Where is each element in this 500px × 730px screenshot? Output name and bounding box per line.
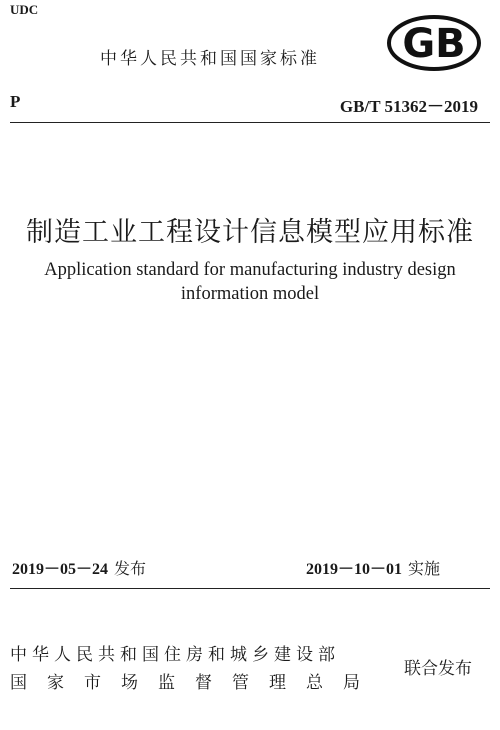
issue-date-block — [12, 556, 146, 579]
category-code: P — [10, 92, 21, 111]
header-divider — [10, 122, 490, 123]
implement-label: 实施 — [408, 559, 441, 578]
issue-label: 发布 — [114, 559, 147, 578]
standard-number: GB/T 51362－2019 — [339, 97, 478, 116]
title-english — [0, 258, 500, 306]
title-english-line-2: information model — [180, 284, 320, 304]
issuer-line-1: 中华人民共和国住房和城乡建设部 — [10, 645, 340, 665]
national-standard-heading: 中华人民共和国国家标准 — [100, 49, 320, 69]
title-chinese: 制造工业工程设计信息模型应用标准 — [26, 217, 474, 248]
issue-date: 2019－05－24 — [12, 561, 109, 578]
implement-date: 2019－10－01 — [306, 561, 403, 578]
udc-label: UDC — [10, 2, 39, 17]
title-english-line-1: Application standard for manufacturing industry design — [44, 260, 456, 280]
gb-logo — [386, 14, 482, 72]
footer-divider — [10, 588, 490, 589]
joint-issue-label: 联合发布 — [404, 659, 472, 679]
issuer-line-2: 国家市场监督管理总局 — [10, 673, 380, 693]
gb-logo-text: GB — [402, 21, 466, 67]
implement-date-block — [306, 556, 440, 579]
